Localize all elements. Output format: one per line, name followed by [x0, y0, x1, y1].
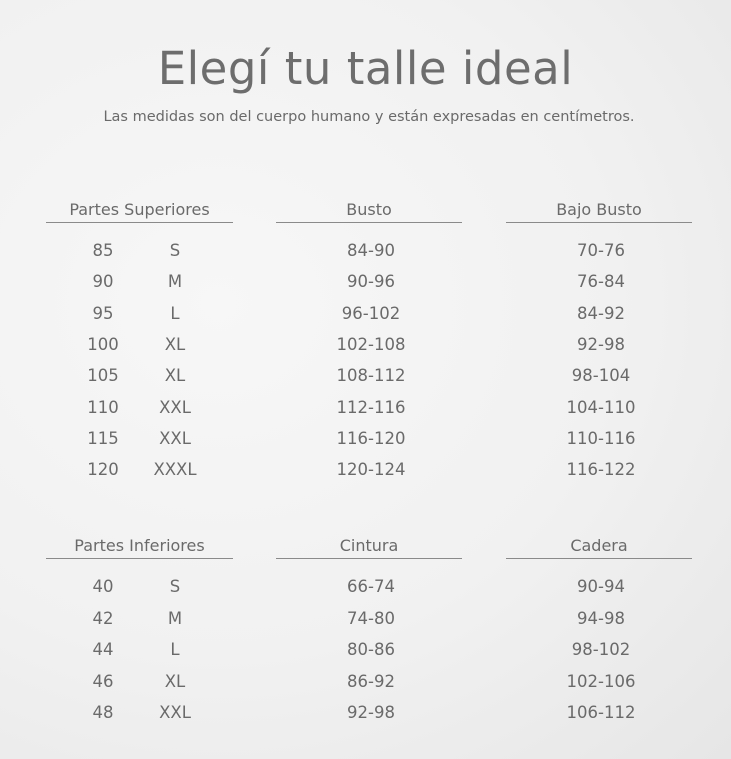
header-cadera: Cadera: [506, 537, 692, 559]
measure-b: 90-94: [577, 577, 625, 596]
page-title: Elegí tu talle ideal: [157, 42, 574, 95]
page-subtitle: Las medidas son del cuerpo humano y están expresadas en centímetros.: [103, 109, 635, 125]
size-letter: XL: [164, 334, 186, 354]
measure-a: 80-86: [347, 640, 395, 659]
table-row: [0, 364, 731, 388]
size-number: 42: [92, 608, 114, 628]
table-row: [0, 270, 731, 294]
measure-b: 98-104: [571, 366, 631, 386]
size-number: 85: [92, 241, 114, 260]
size-letter: L: [170, 303, 180, 323]
measure-a: 74-80: [347, 608, 395, 628]
size-letter: XXL: [159, 397, 191, 417]
table-row: [0, 670, 731, 694]
size-number: 48: [92, 703, 114, 722]
header-partes-superiores: Partes Superiores: [46, 201, 233, 223]
measure-a: 86-92: [347, 671, 395, 691]
size-letter: XXL: [159, 428, 191, 448]
size-letter: XXL: [159, 703, 191, 722]
table-row: [0, 458, 731, 482]
measure-b: 94-98: [577, 608, 625, 628]
size-letter: M: [167, 608, 183, 628]
header-cintura: Cintura: [276, 537, 462, 559]
size-number: 90: [92, 272, 114, 292]
size-number: 105: [87, 366, 119, 386]
measure-b: 76-84: [577, 272, 625, 292]
measure-a: 120-124: [336, 460, 406, 480]
table-row: [0, 575, 731, 599]
size-letter: XL: [164, 671, 186, 691]
header-busto: Busto: [276, 201, 462, 223]
measure-a: 116-120: [336, 428, 406, 448]
size-letter: M: [167, 272, 183, 292]
header-partes-inferiores: Partes Inferiores: [46, 537, 233, 559]
measure-b: 110-116: [566, 428, 636, 448]
measure-b: 116-122: [566, 460, 636, 480]
table-row: [0, 427, 731, 451]
size-letter: L: [170, 640, 180, 659]
table-row: [0, 638, 731, 662]
size-number: 40: [92, 577, 114, 596]
table-row: [0, 701, 731, 725]
measure-a: 84-90: [347, 241, 395, 260]
size-letter: XXXL: [153, 460, 197, 480]
measure-a: 96-102: [341, 303, 401, 323]
measure-a: 102-108: [336, 334, 406, 354]
size-number: 44: [92, 640, 114, 659]
measure-a: 90-96: [347, 272, 395, 292]
header-bajo-busto: Bajo Busto: [506, 201, 692, 223]
size-number: 95: [92, 303, 114, 323]
size-number: 46: [92, 671, 114, 691]
size-number: 110: [87, 397, 119, 417]
table-row: [0, 239, 731, 263]
size-letter: S: [169, 577, 181, 596]
table-row: [0, 333, 731, 357]
measure-b: 104-110: [566, 397, 636, 417]
size-number: 100: [87, 334, 119, 354]
measure-b: 98-102: [571, 640, 631, 659]
size-number: 115: [87, 428, 119, 448]
measure-b: 84-92: [577, 303, 625, 323]
measure-b: 70-76: [577, 241, 625, 260]
measure-a: 108-112: [336, 366, 406, 386]
size-number: 120: [87, 460, 119, 480]
table-row: [0, 396, 731, 420]
table-row: [0, 607, 731, 631]
measure-b: 92-98: [577, 334, 625, 354]
measure-a: 66-74: [347, 577, 395, 596]
measure-b: 102-106: [566, 671, 636, 691]
measure-a: 112-116: [336, 397, 406, 417]
measure-a: 92-98: [347, 703, 395, 722]
size-letter: S: [169, 241, 181, 260]
table-row: [0, 302, 731, 326]
measure-b: 106-112: [566, 703, 636, 722]
size-letter: XL: [164, 366, 186, 386]
